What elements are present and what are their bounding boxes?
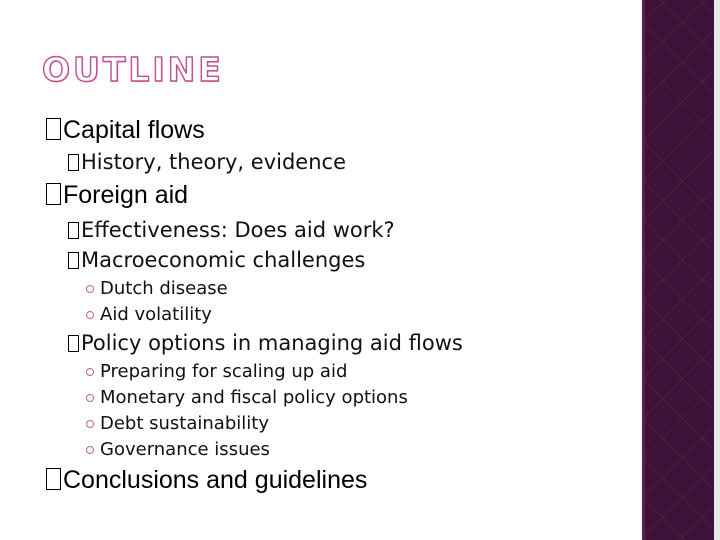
point-debt: [86, 413, 269, 434]
sub-bullet-label: Effectiveness: Does aid work?: [81, 218, 395, 242]
point-label: Aid volatility: [100, 304, 212, 325]
bullet-label: Foreign aid: [63, 181, 189, 209]
sub-bullet-effectiveness: [68, 218, 395, 242]
bullet-label: Conclusions and guidelines: [63, 466, 368, 494]
point-label: Preparing for scaling up aid: [100, 361, 348, 382]
square-box-icon: [46, 118, 61, 140]
sub-bullet-label: Macroeconomic challenges: [81, 248, 366, 272]
point-label: Debt sustainability: [100, 413, 269, 434]
sub-bullet-history: [68, 150, 346, 174]
slide-title: OUTLINE: [42, 50, 224, 89]
circle-bullet-icon: [86, 285, 94, 293]
sub-bullet-label: Policy options in managing aid flows: [81, 331, 463, 355]
circle-bullet-icon: [86, 311, 94, 319]
sub-bullet-macro: [68, 248, 365, 272]
circle-bullet-icon: [86, 446, 94, 454]
circle-bullet-icon: [86, 420, 94, 428]
circle-bullet-icon: [86, 394, 94, 402]
bullet-label: Capital flows: [63, 116, 205, 144]
point-label: Monetary and fiscal policy options: [100, 387, 408, 408]
point-dutch-disease: [86, 278, 228, 299]
circle-bullet-icon: [86, 368, 94, 376]
square-box-icon: [68, 335, 79, 352]
sub-bullet-label: History, theory, evidence: [81, 150, 346, 174]
point-governance: [86, 439, 270, 460]
sub-bullet-policy: [68, 331, 463, 355]
bullet-conclusions: [46, 466, 367, 495]
square-box-icon: [46, 183, 61, 205]
point-scaling-up: [86, 361, 347, 382]
square-box-icon: [68, 222, 79, 239]
bullet-foreign-aid: [46, 181, 188, 210]
decorative-side-band: [642, 0, 720, 540]
point-monetary-fiscal: [86, 387, 408, 408]
point-aid-volatility: [86, 304, 212, 325]
square-box-icon: [68, 154, 79, 171]
point-label: Dutch disease: [100, 278, 228, 299]
square-box-icon: [46, 468, 61, 490]
bullet-capital-flows: [46, 116, 205, 145]
square-box-icon: [68, 252, 79, 269]
point-label: Governance issues: [100, 439, 270, 460]
